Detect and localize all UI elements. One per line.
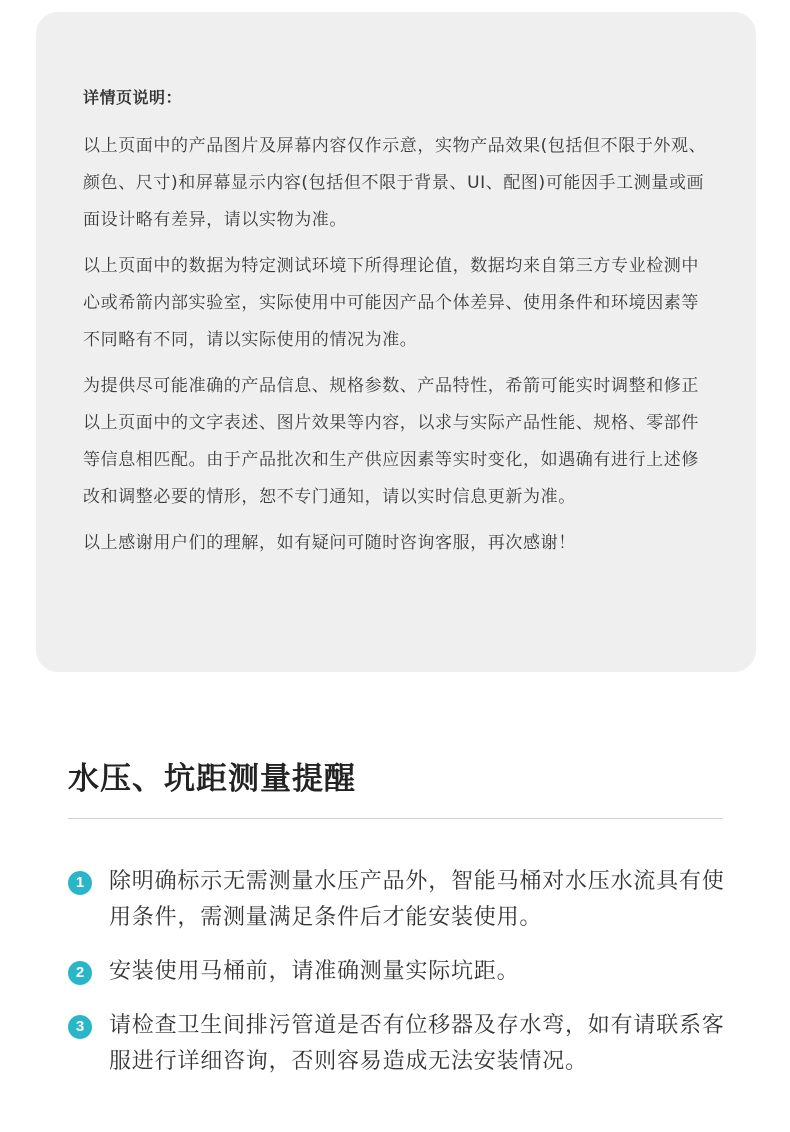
list-item: [68, 954, 728, 990]
number-three-badge-icon: 3: [68, 1015, 92, 1039]
number-two-badge-icon: 2: [68, 961, 92, 985]
disclaimer-paragraph: 以上页面中的数据为特定测试环境下所得理论值，数据均来自第三方专业检测中心或希箭内部实验室，实际使用中可能因产品个体差异、使用条件和环境因素等不同略有不同，请以实际使用的情况为准。: [83, 256, 699, 350]
disclaimer-paragraph: 为提供尽可能准确的产品信息、规格参数、产品特性，希箭可能实时调整和修正以上页面中的文字表述、图片效果等内容，以求与实际产品性能、规格、零部件等信息相匹配。由于产品批次和生产供应因素等实时变化，如遇确有进行上述修改和调整必要的情形，恕不专门通知，请以实时信息更新为准。: [83, 376, 699, 507]
section-title: 水压、坑距测量提醒: [68, 761, 356, 797]
disclaimer-card: [36, 12, 756, 672]
disclaimer-paragraph: 以上感谢用户们的理解，如有疑问可随时咨询客服，再次感谢！: [83, 533, 576, 553]
tip-text: 除明确标示无需测量水压产品外，智能马桶对水压水流具有使用条件，需测量满足条件后才能安装使用。: [109, 869, 725, 930]
disclaimer-paragraph: 以上页面中的产品图片及屏幕内容仅作示意，实物产品效果(包括但不限于外观、颜色、尺寸)和屏幕显示内容(包括但不限于背景、UI、配图)可能因手工测量或画面设计略有差异，请以实物为准。: [83, 136, 707, 230]
section-divider: [68, 818, 722, 819]
number-one-badge-icon: 1: [68, 871, 92, 895]
list-item: [68, 864, 728, 936]
disclaimer-heading: 详情页说明：: [83, 88, 183, 107]
tip-text: 请检查卫生间排污管道是否有位移器及存水弯，如有请联系客服进行详细咨询，否则容易造成无法安装情况。: [109, 1013, 725, 1074]
list-item: [68, 1008, 728, 1080]
tip-text: 安装使用马桶前，请准确测量实际坑距。: [109, 959, 520, 984]
tips-list: [68, 864, 728, 1098]
